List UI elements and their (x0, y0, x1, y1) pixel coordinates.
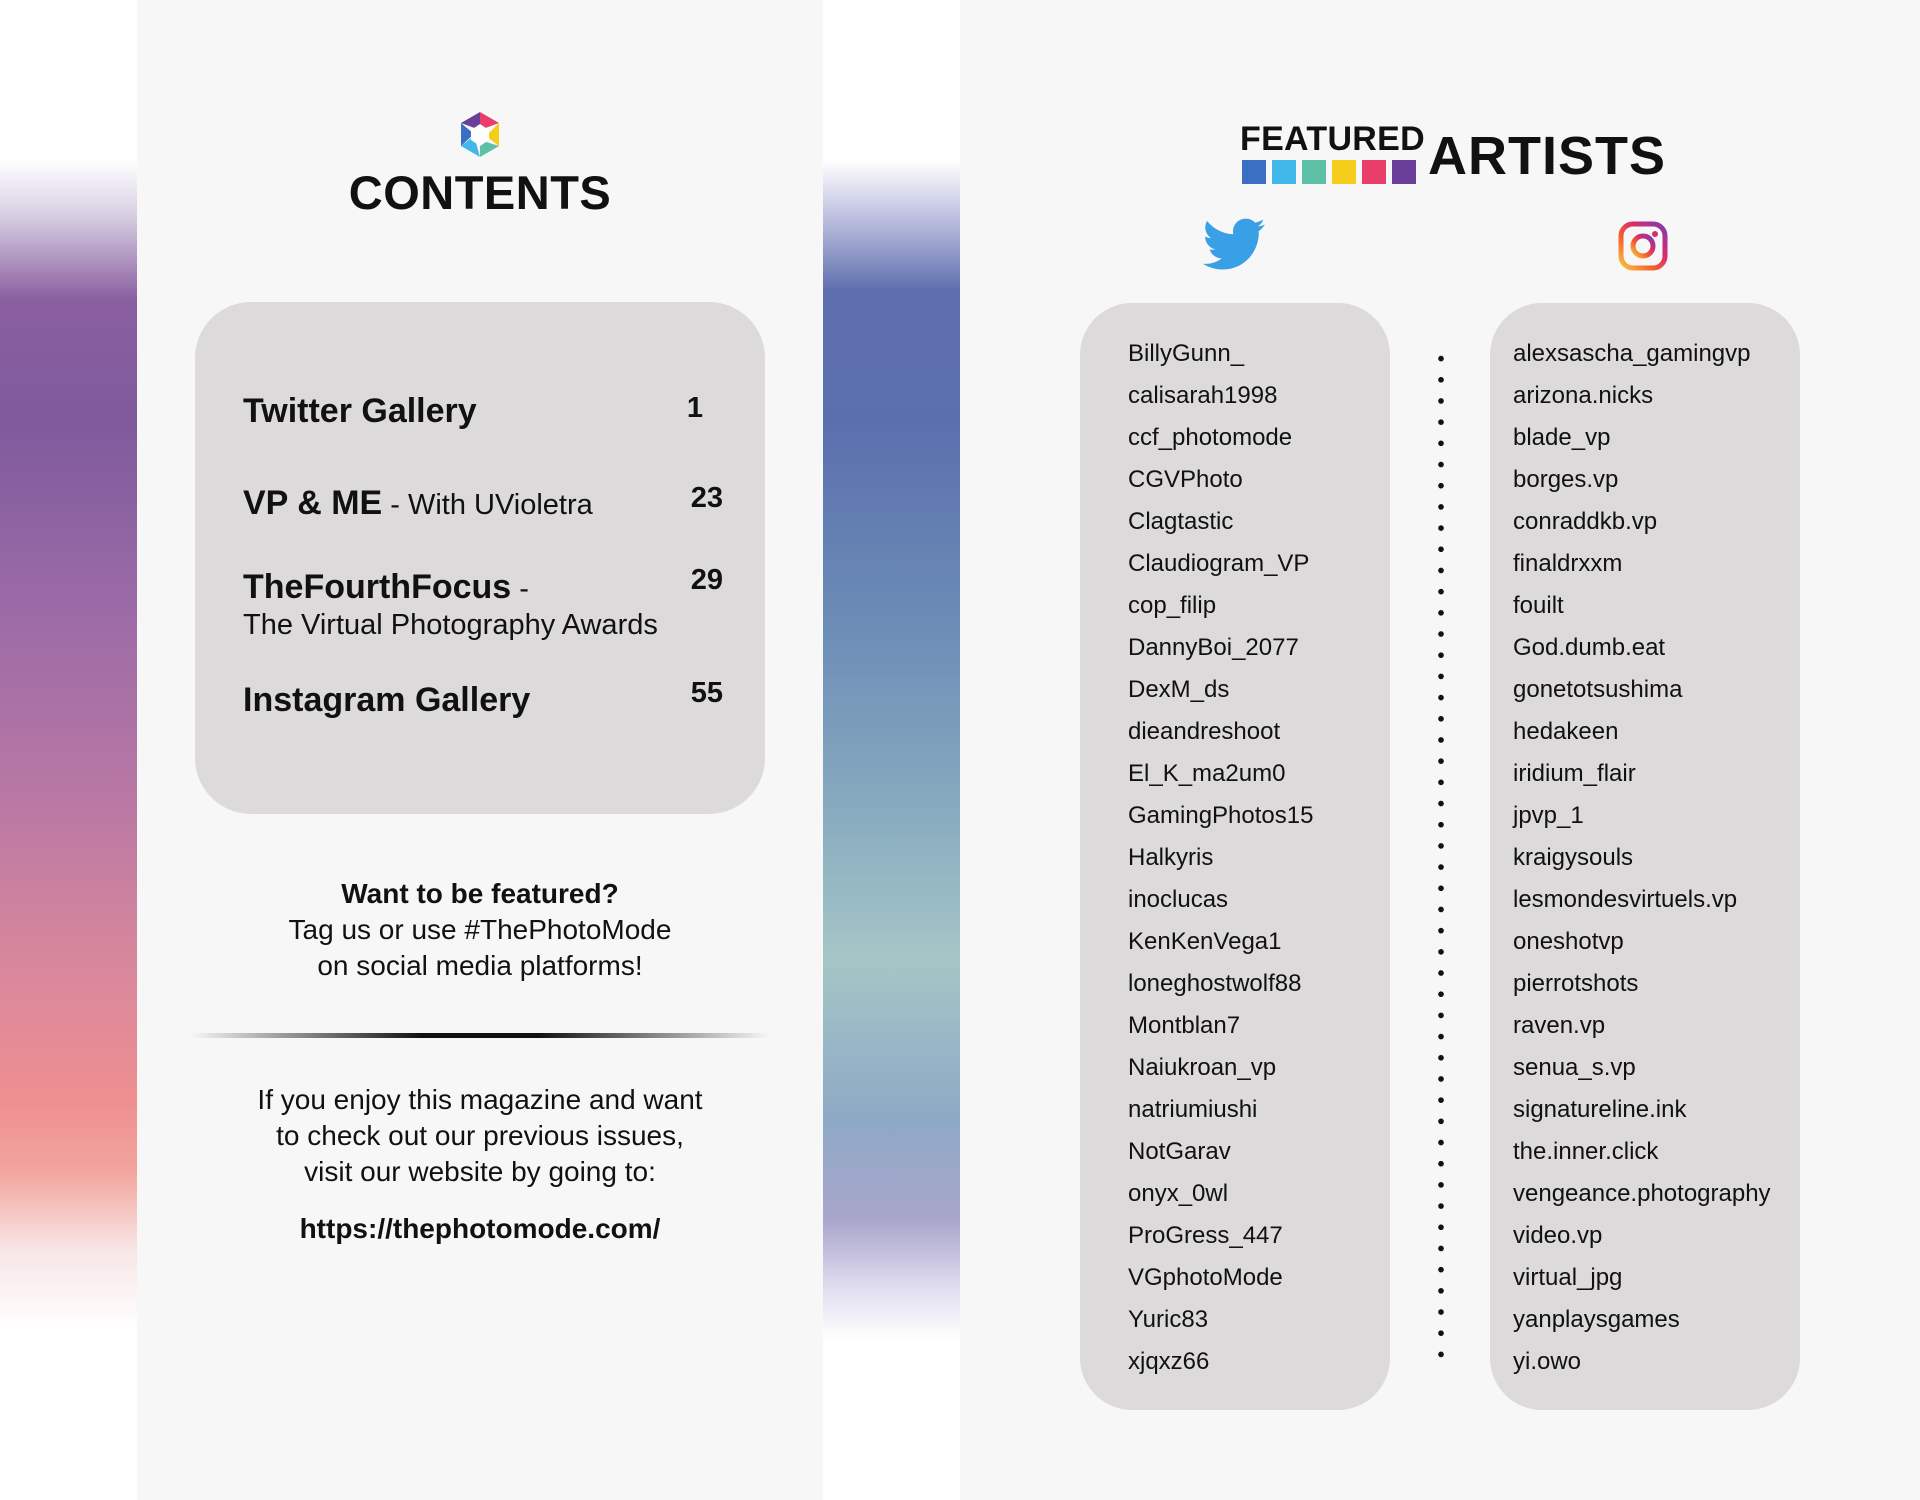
instagram-icon (1618, 221, 1668, 271)
artist-handle[interactable]: BillyGunn_ (1128, 340, 1245, 367)
color-bar (1242, 160, 1416, 184)
artist-handle[interactable]: God.dumb.eat (1513, 634, 1666, 661)
artist-handle[interactable]: CGVPhoto (1128, 466, 1243, 493)
featured-line: Tag us or use #ThePhotoMode (288, 914, 672, 945)
color-swatch (1302, 160, 1326, 184)
divider (190, 1033, 770, 1038)
artist-handle[interactable]: loneghostwolf88 (1128, 970, 1302, 997)
featured-callout (210, 876, 750, 984)
featured-title: FEATURED (1240, 120, 1425, 158)
artist-handle[interactable]: iridium_flair (1513, 760, 1636, 787)
toc-item-page: 55 (690, 677, 723, 709)
artist-handle[interactable]: Clagtastic (1128, 508, 1234, 535)
artist-handle[interactable]: hedakeen (1513, 718, 1619, 745)
toc-item-page: 29 (690, 564, 723, 596)
website-line: If you enjoy this magazine and want (257, 1084, 703, 1115)
website-line: to check out our previous issues, (276, 1120, 684, 1151)
galaxy-strip-middle (823, 0, 960, 1500)
color-swatch (1362, 160, 1386, 184)
artist-handle[interactable]: KenKenVega1 (1128, 928, 1282, 955)
artist-handle[interactable]: kraigysouls (1513, 844, 1634, 871)
artist-handle[interactable]: fouilt (1513, 592, 1564, 619)
toc-item-title: TheFourthFocus (243, 568, 512, 606)
artist-handle[interactable]: vengeance.photography (1513, 1180, 1771, 1207)
artist-handle[interactable]: DexM_ds (1128, 676, 1230, 703)
artist-handle[interactable]: Montblan7 (1128, 1012, 1241, 1039)
artist-handle[interactable]: VGphotoMode (1128, 1264, 1283, 1291)
artist-handle[interactable]: ccf_photomode (1128, 424, 1293, 451)
artist-handle[interactable]: the.inner.click (1513, 1138, 1659, 1165)
artists-title: ARTISTS (1428, 126, 1667, 186)
artist-handle[interactable]: virtual_jpg (1513, 1264, 1623, 1291)
artist-handle[interactable]: finaldrxxm (1513, 550, 1623, 577)
toc-item-subtitle: - (511, 573, 529, 605)
artist-handle[interactable]: Claudiogram_VP (1128, 550, 1310, 577)
artist-handle[interactable]: Halkyris (1128, 844, 1214, 871)
artist-handle[interactable]: jpvp_1 (1513, 802, 1584, 829)
artist-list (1513, 333, 1771, 1383)
contents-title: CONTENTS (348, 166, 612, 219)
toc-item-title: VP & ME (243, 484, 383, 522)
artist-handle[interactable]: arizona.nicks (1513, 382, 1654, 409)
artist-handle[interactable]: DannyBoi_2077 (1128, 634, 1299, 661)
artist-handle[interactable]: Yuric83 (1128, 1306, 1209, 1333)
artist-handle[interactable]: inoclucas (1128, 886, 1229, 913)
artist-handle[interactable]: NotGarav (1128, 1138, 1231, 1165)
artist-handle[interactable]: gonetotsushima (1513, 676, 1683, 703)
artist-handle[interactable]: raven.vp (1513, 1012, 1606, 1039)
artist-handle[interactable]: signatureline.ink (1513, 1096, 1687, 1123)
website-line: visit our website by going to: (304, 1156, 656, 1187)
artist-handle[interactable]: cop_filip (1128, 592, 1217, 619)
artist-handle[interactable]: oneshotvp (1513, 928, 1624, 955)
toc-item-title: Twitter Gallery (243, 392, 477, 430)
artist-handle[interactable]: ProGress_447 (1128, 1222, 1283, 1249)
artist-handle[interactable]: El_K_ma2um0 (1128, 760, 1286, 787)
artist-handle[interactable]: pierrotshots (1513, 970, 1639, 997)
artist-handle[interactable]: conraddkb.vp (1513, 508, 1658, 535)
toc-item-page: 23 (690, 482, 723, 514)
table-of-contents (195, 302, 765, 814)
toc-item-page: 1 (686, 392, 703, 424)
instagram-artists-list (1490, 303, 1800, 1410)
artist-handle[interactable]: dieandreshoot (1128, 718, 1281, 745)
toc-item[interactable] (243, 677, 723, 720)
website-callout (210, 1082, 750, 1190)
artist-handle[interactable]: alexsascha_gamingvp (1513, 340, 1751, 367)
color-swatch (1392, 160, 1416, 184)
photomode-logo-icon (455, 110, 505, 160)
artist-handle[interactable]: yi.owo (1513, 1348, 1582, 1375)
color-swatch (1242, 160, 1266, 184)
artist-handle[interactable]: onyx_0wl (1128, 1180, 1229, 1207)
color-swatch (1332, 160, 1356, 184)
dotted-divider (1437, 348, 1445, 1366)
website-url-link[interactable]: https://thephotomode.com/ (299, 1213, 661, 1244)
artist-handle[interactable]: borges.vp (1513, 466, 1619, 493)
artist-handle[interactable]: senua_s.vp (1513, 1054, 1636, 1081)
artist-handle[interactable]: video.vp (1513, 1222, 1603, 1249)
artist-handle[interactable]: lesmondesvirtuels.vp (1513, 886, 1738, 913)
artist-handle[interactable]: natriumiushi (1128, 1096, 1258, 1123)
toc-item[interactable] (243, 564, 723, 642)
toc-item-subtitle: - With UVioletra (382, 489, 593, 521)
artist-handle[interactable]: GamingPhotos15 (1128, 802, 1314, 829)
featured-question: Want to be featured? (341, 878, 619, 909)
artist-handle[interactable]: calisarah1998 (1128, 382, 1278, 409)
artist-handle[interactable]: xjqxz66 (1128, 1348, 1210, 1375)
toc-item[interactable] (243, 484, 723, 523)
artist-list (1128, 333, 1313, 1383)
artist-handle[interactable]: Naiukroan_vp (1128, 1054, 1277, 1081)
featured-line: on social media platforms! (317, 950, 643, 981)
galaxy-strip-left (0, 0, 137, 1500)
color-swatch (1272, 160, 1296, 184)
artist-handle[interactable]: blade_vp (1513, 424, 1611, 451)
twitter-bird-icon (1203, 218, 1267, 274)
toc-item[interactable] (243, 392, 723, 431)
toc-item-subtitle-line: The Virtual Photography Awards (243, 609, 658, 641)
artist-handle[interactable]: yanplaysgames (1513, 1306, 1680, 1333)
twitter-artists-list (1080, 303, 1390, 1410)
toc-item-title: Instagram Gallery (243, 681, 531, 719)
